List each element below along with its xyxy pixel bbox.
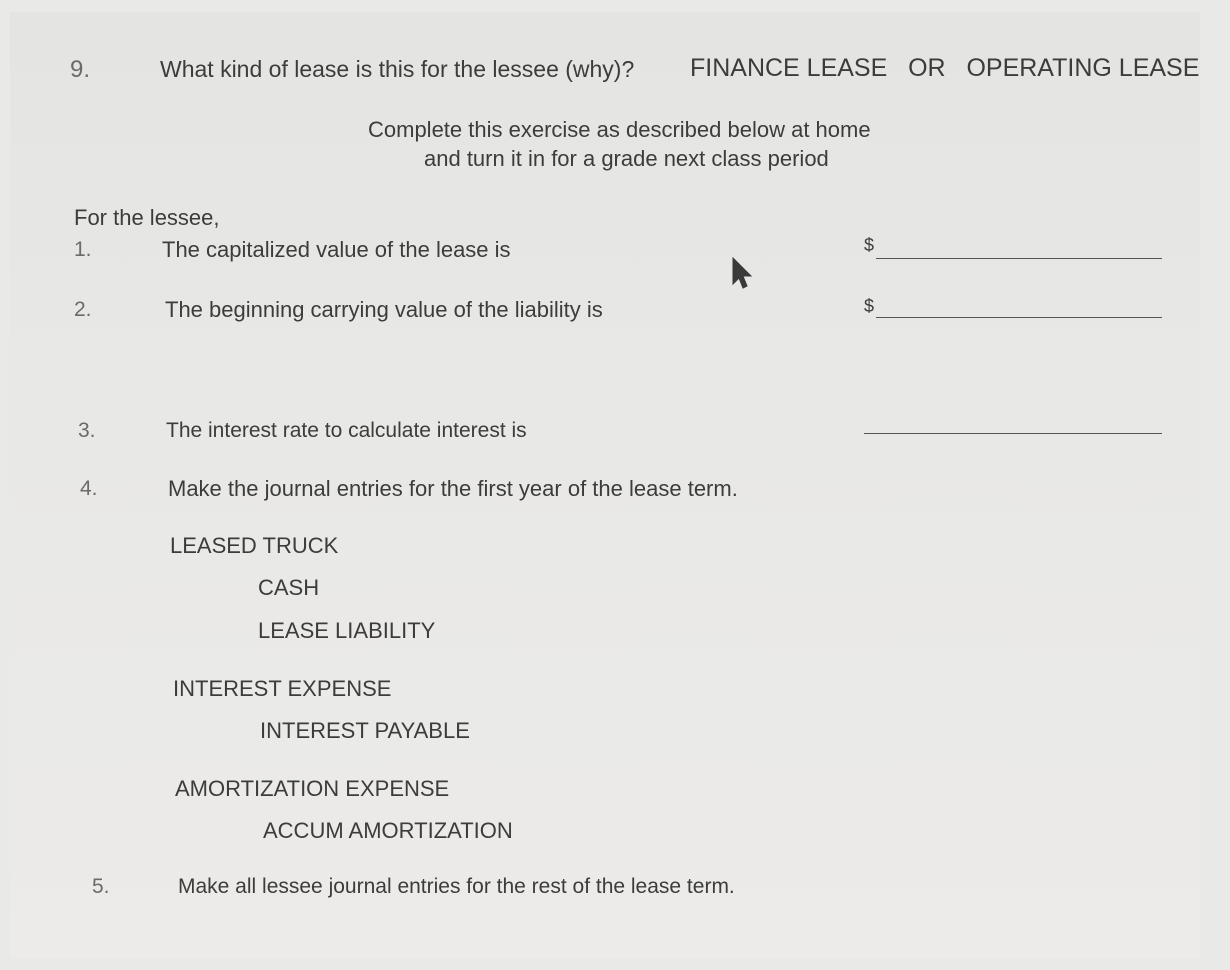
entry-1-debit-account: LEASED TRUCK [170,533,339,558]
instructions-line-2: and turn it in for a grade next class period [424,146,829,171]
item-2-dollar-sign: $ [864,296,875,316]
item-5-text: Make all lessee journal entries for the rest of the lease term. [178,875,735,898]
question-9-text: What kind of lease is this for the lessee (why)? [160,56,635,82]
item-3-answer-blank[interactable] [864,433,1162,434]
lease-type-options: FINANCE LEASE OR OPERATING LEASE [690,54,1200,82]
question-9-number: 9. [70,56,91,83]
item-1-answer-blank[interactable] [876,258,1162,259]
entry-3-credit-account-1: ACCUM AMORTIZATION [263,818,513,843]
item-3-number: 3. [78,419,96,442]
entry-1-credit-account-1: CASH [258,575,320,600]
entry-2-credit-account-1: INTEREST PAYABLE [260,718,470,743]
item-2-text: The beginning carrying value of the liability is [165,297,603,322]
instructions-line-1: Complete this exercise as described below at home [368,117,871,142]
item-3-text: The interest rate to calculate interest is [166,419,527,442]
item-4-number: 4. [80,477,98,500]
arrow-cursor-icon [731,257,753,289]
item-2-number: 2. [74,298,92,321]
for-the-lessee-heading: For the lessee, [74,205,220,230]
entry-2-debit-account: INTEREST EXPENSE [173,676,392,701]
item-5-number: 5. [92,875,110,898]
entry-1-credit-account-2: LEASE LIABILITY [258,618,436,643]
item-1-dollar-sign: $ [864,235,875,255]
item-2-answer-blank[interactable] [876,317,1162,318]
item-4-text: Make the journal entries for the first year of the lease term. [168,476,738,501]
item-1-number: 1. [74,238,92,261]
entry-3-debit-account: AMORTIZATION EXPENSE [175,776,450,801]
item-1-text: The capitalized value of the lease is [162,237,511,262]
